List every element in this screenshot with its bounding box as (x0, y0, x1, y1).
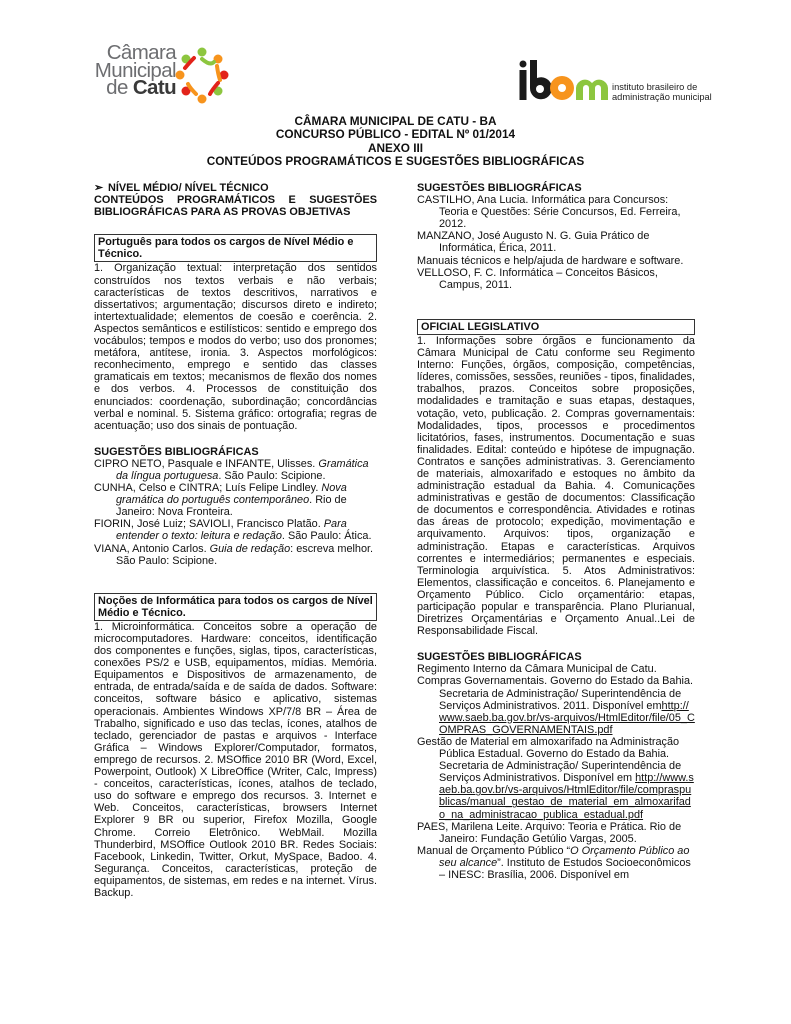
ibam-line-1: instituto brasileiro de (612, 82, 698, 92)
ref-fiorin-a: FIORIN, José Luiz; SAVIOLI, Francisco Platão. (94, 518, 324, 531)
ref-manual-a: Manual de Orçamento Público “ (417, 844, 571, 857)
header-line-2: CONCURSO PÚBLICO - EDITAL Nº 01/2014 (275, 127, 516, 142)
informatica-content: 1. Microinformática. Conceitos sobre a operação de microcomputadores. Hardware: conceitos, identificação dos componentes e funções, siglas, tipos, características, conexões PS/2 e USB, equipamentos, mídias. Memória. Equipamentos e Dispositivos de armazenamento, de entrada, de entrada/saída e de saída de dados. Software: conceitos, software básico e aplicativo, sistemas operacionais. Ambientes Windows XP/7/8 BR – Área de Trabalho, significado e uso das teclas, ícones, atalhos de teclado, gerenciador de pastas e arquivos - Interface Gráfica – Windows Explorer/Computador, formatos, emprego de recursos. 2. MSOffice 2010 BR (Word, Excel, Powerpoint, Outlook) X LibreOffice (Writer, Calc, Impress) - conceitos, características, ícones, atalhos de teclado, uso do software e emprego dos recursos. 3. Internet e Web. Conceitos, características, browsers Internet Explorer 9 BR ou superior, Firefox Mozilla, Google Chrome. Correio Eletrônico. WebMail. Mozilla Thunderbird, MSOffice Outlook 2010 BR. Redes Sociais: Facebook, Linkedin, Twitter, Orkut, MySpace, Badoo. 4. Segurança. Conceitos, características, proteção de equipamentos, de sistemas, em redes e na internet. Vírus. Backup. (94, 620, 377, 899)
ibam-logo (518, 58, 718, 102)
ref-viana-b: : escreva melhor. São Paulo: Scipione. (116, 542, 374, 567)
ref-castilho: CASTILHO, Ana Lucia. Informática para Concursos: Teoria e Questões: Série Concursos, Ed. Ferreira, 2012. (417, 194, 681, 231)
ref-viana (94, 543, 377, 567)
ref-compras-text: Compras Governamentais. Governo do Estado da Bahia. Secretaria de Administração/ Superintendência de Serviços Administrativos. 2011. Disponível em (417, 675, 694, 712)
ref-regimento: Regimento Interno da Câmara Municipal de Catu. (417, 663, 657, 676)
logo-line-3b: Catu (132, 76, 176, 99)
portugues-content: 1. Organização textual: interpretação dos sentidos construídos nos textos verbais e não verbais; características de textos descritivos, narrativos e dissertativos; argumentação; discursos direto e indireto; intertextualidade; elementos de coesão e coerência. 2. Aspectos semânticos e estilísticos: sentido e emprego dos vocábulos; tempos e modos do verbo; uso dos pronomes; metáfora, antítese, ironia. 3. Aspectos morfológicos: reconhecimento, emprego e sentido das classes gramaticais em textos; mecanismos de flexão dos nomes e dos verbos. 4. Processos de constituição dos enunciados: coordenação, subordinação; concordâncias verbal e nominal. 5. Sistema gráfico: ortografia; regras de acentuação; uso dos sinais de pontuação. (94, 262, 377, 432)
oficial-legislativo-box: OFICIAL LEGISLATIVO (417, 319, 695, 335)
header-line-1: CÂMARA MUNICIPAL DE CATU - BA (294, 114, 497, 128)
ref-velloso: VELLOSO, F. C. Informática – Conceitos Básicos, Campus, 2011. (417, 266, 658, 291)
portugues-sug-title: SUGESTÕES BIBLIOGRÁFICAS (94, 445, 259, 458)
level-title: NÍVEL MÉDIO/ NÍVEL TÉCNICO (108, 182, 269, 194)
ref-cipro-a: CIPRO NETO, Pasquale e INFANTE, Ulisses. (94, 457, 319, 470)
oficial-legislativo-content: 1. Informações sobre órgãos e funcionamento da Câmara Municipal de Catu conforme seu Regimento Interno: Funções, órgãos, composição, competências, líderes, comissões, sessões, reuniões - tipos, finalidades, trabalhos, prazos. Conceitos sobre proposições, modalidades e tramitação e suas etapas, destaques, votação, veto, publicação. 2. Compras governamentais: Modalidades, tipos, processos e procedimentos licitatórios, fases, instrumentos. Documentação e suas finalidades. Edital: conteúdo e hipótese de impugnação. Contratos e sanções administrativas. 3. Gerenciamento de materiais, almoxarifado e estoques no âmbito da administração estadual da Bahia. 4. Comunicações administrativas e gestão de documentos: Classificação de documentos e correspondência. Atividades e rotinas das áreas de protocolo; expedição, movimentação e arquivamento. Arquivos: tipos, organização e administração. Etapas e características. Arquivos correntes e intermediários; permanentes e especiais. Terminologia arquivística. 5. Atos Administrativos: Elementos, classificação e conceitos. 6. Planejamento e Orçamento Público. Ciclo orçamentário: etapas, participação popular e transparência. Plano Plurianual, Diretrizes Orçamentárias e Orçamento Anual..Lei de Responsabilidade Fiscal. (417, 334, 695, 638)
ref-manuais: Manuais técnicos e help/ajuda de hardware e software. (417, 254, 684, 267)
ibam-line-2: administração municipal (612, 92, 712, 102)
informatica-box: Noções de Informática para todos os cargos de Nível Médio e Técnico. (94, 593, 377, 621)
portugues-box: Português para todos os cargos de Nível Médio e Técnico. (94, 234, 377, 262)
left-column (94, 182, 377, 899)
ref-compras (417, 675, 695, 735)
ref-viana-title: Guia de redação (209, 542, 291, 555)
ref-manzano: MANZANO, José Augusto N. G. Guia Prático de Informática, Érica, 2011. (417, 230, 650, 255)
header-line-4: CONTEÚDOS PROGRAMÁTICOS E SUGESTÕES BIBLIOGRÁFICAS (206, 154, 585, 169)
level-heading (94, 182, 377, 194)
camara-logo (78, 41, 228, 106)
logo-line-1: Câmara (106, 41, 176, 64)
ref-viana-a: VIANA, Antonio Carlos. (94, 542, 210, 555)
ref-cipro (94, 458, 377, 482)
ref-cipro-b: . São Paulo: Scipione. (218, 469, 326, 482)
oficial-sug-title: SUGESTÕES BIBLIOGRÁFICAS (417, 651, 582, 664)
ref-gestao-text: Gestão de Material em almoxarifado na Administração Pública Estadual. Governo do Estado da Bahia. Secretaria de Administração/ Superintendência de Serviços Administrativos. Disponível em (417, 735, 682, 785)
ref-fiorin-b: . São Paulo: Ática. (281, 530, 372, 543)
ref-compras-link[interactable]: http://www.saeb.ba.gov.br/vs-arquivos/HtmlEditor/file/05_COMPRAS_GOVERNAMENTAIS.pdf (439, 699, 695, 736)
ref-paes: PAES, Marilena Leite. Arquivo: Teoria e Prática. Rio de Janeiro: Fundação Getúlio Vargas, 2005. (417, 820, 682, 845)
camara-logo-text (78, 41, 176, 99)
right-column (417, 182, 695, 881)
ref-fiorin (94, 518, 377, 542)
document-header (0, 115, 791, 169)
ref-gestao (417, 736, 695, 821)
camara-people-icon (174, 46, 230, 106)
ibam-institute-name (612, 82, 712, 102)
ref-cunha (94, 482, 377, 518)
ref-manual-title: O Orçamento Público ao seu alcance (439, 844, 690, 869)
ref-fiorin-title: Para entender o texto: leitura e redação (116, 518, 347, 543)
ibam-mark-icon (518, 58, 610, 102)
ref-gestao-link[interactable]: http://www.saeb.ba.gov.br/vs-arquivos/HtmlEditor/file/compraspublicas/manual_gestao_de_material_em_almoxarifado_na_administracao_publica_estadual.pdf (439, 772, 694, 821)
logo-line-3a: de (106, 76, 133, 99)
ref-cunha-b: . Rio de Janeiro: Nova Fronteira. (116, 494, 347, 519)
logo-line-2: Municipal (94, 58, 176, 82)
arrow-bullet-icon: ➢ (94, 182, 104, 194)
informatica-sug-title: SUGESTÕES BIBLIOGRÁFICAS (417, 182, 582, 194)
ref-cunha-a: CUNHA, Celso e CINTRA; Luís Felipe Lindley. (94, 482, 322, 495)
logo-line-3 (78, 76, 176, 99)
ref-manual-b: ”. Instituto de Estudos Socioeconômicos – INESC: Brasília, 2006. Disponível em (439, 856, 691, 881)
header-line-3: ANEXO III (367, 140, 424, 155)
ref-cunha-title: Nova gramática do português contemporâneo (116, 482, 347, 507)
level-subtitle: CONTEÚDOS PROGRAMÁTICOS E SUGESTÕES BIBLIOGRÁFICAS PARA AS PROVAS OBJETIVAS (94, 194, 377, 219)
ref-cipro-title: Gramática da língua portuguesa (116, 457, 369, 482)
ref-manual (417, 845, 695, 881)
